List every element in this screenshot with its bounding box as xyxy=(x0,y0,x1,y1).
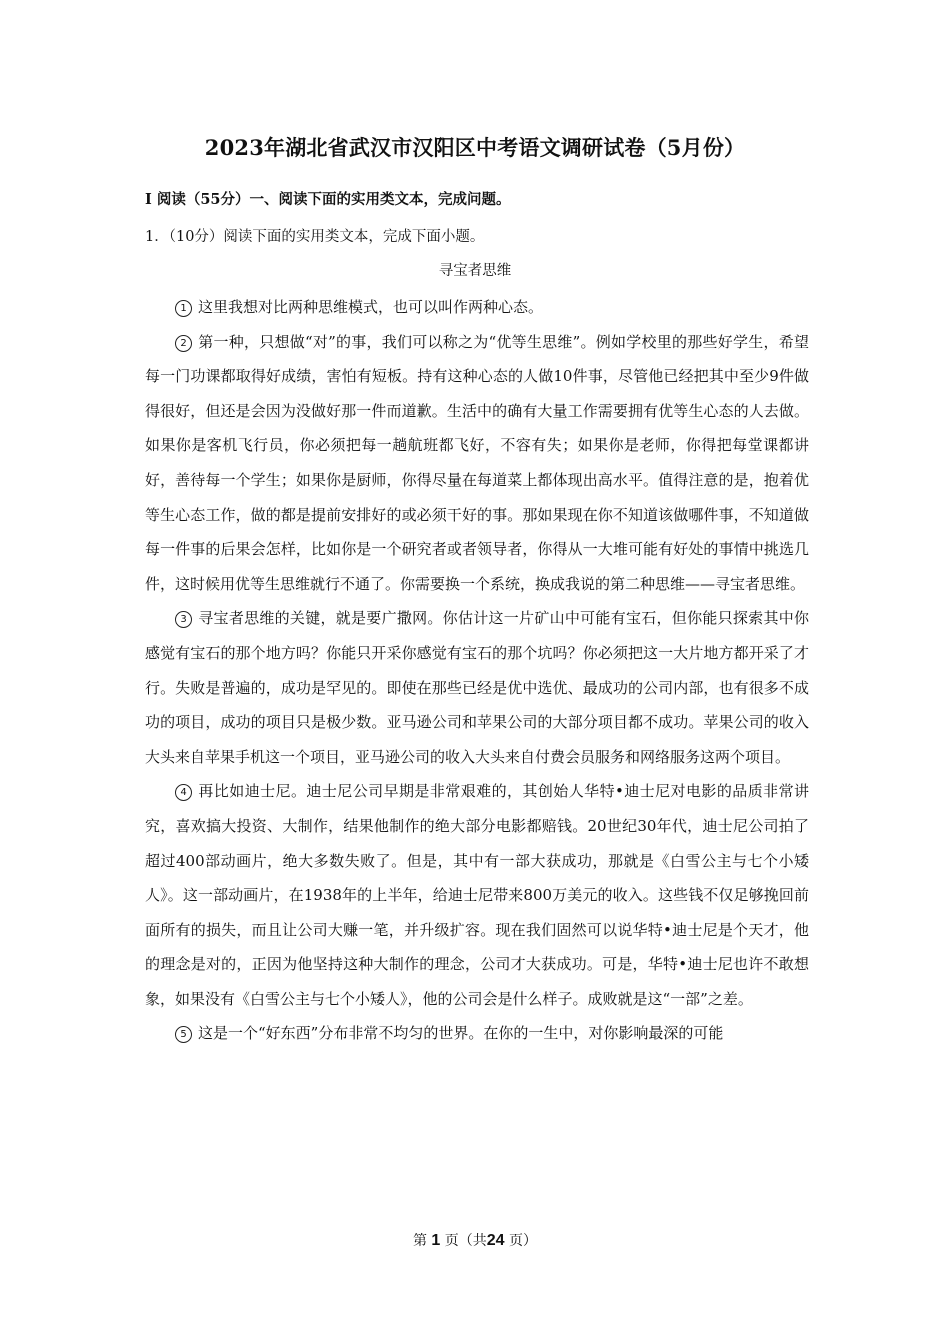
paragraph-number-badge: 1 xyxy=(175,300,192,317)
paragraph-1 xyxy=(145,290,809,325)
paragraph-5 xyxy=(145,1016,809,1051)
article-title: 寻宝者思维 xyxy=(438,263,512,279)
footer-middle: 页（共 xyxy=(444,1233,487,1249)
paragraph-text: 这是一个“好东西”分布非常不均匀的世界。在你的一生中，对你影响最深的可能 xyxy=(198,1024,724,1043)
paragraph-number-badge: 3 xyxy=(175,611,192,628)
paragraph-text: 再比如迪士尼。迪士尼公司早期是非常艰难的，其创始人华特•迪士尼对电影的品质非常讲究，喜欢搞大投资、大制作，结果他制作的绝大部分电影都赔钱。20世纪30年代，迪士尼公司拍了超过400部动画片，绝大多数失败了。但是，其中有一部大获成功，那就是《白雪公主与七个小矮人》。这一部动画片，在1938年的上半年，给迪士尼带来800万美元的收入。这些钱不仅足够挽回前面所有的损失，而且让公司大赚一笔，并升级扩容。现在我们固然可以说华特•迪士尼是个天才，他的理念是对的，正因为他坚持这种大制作的理念，公司才大获成功。可是，华特•迪士尼也许不敢想象，如果没有《白雪公主与七个小矮人》，他的公司会是什么样子。成败就是这“一部”之差。 xyxy=(145,782,809,1008)
paragraph-text: 这里我想对比两种思维模式，也可以叫作两种心态。 xyxy=(198,298,544,316)
footer-suffix: 页） xyxy=(509,1233,538,1249)
paragraph-4 xyxy=(145,774,809,1016)
paragraph-number-badge: 5 xyxy=(175,1026,192,1043)
article-body xyxy=(145,290,809,1051)
footer-prefix: 第 xyxy=(412,1233,427,1249)
section-heading: Ⅰ 阅读（55分）一、阅读下面的实用类文本，完成问题。 xyxy=(145,191,511,208)
page-title: 2023年湖北省武汉市汉阳区中考语文调研试卷（5月份） xyxy=(204,135,746,160)
paragraph-3 xyxy=(145,601,809,774)
paragraph-2 xyxy=(145,325,809,602)
paragraph-text: 寻宝者思维的关键，就是要广撒网。你估计这一片矿山中可能有宝石，但你能只探索其中你感觉有宝石的那个地方吗？你能只开采你感觉有宝石的那个坑吗？你必须把这一大片地方都开采了才行。失败是普遍的，成功是罕见的。即使在那些已经是优中选优、最成功的公司内部，也有很多不成功的项目，成功的项目只是极少数。亚马逊公司和苹果公司的大部分项目都不成功。苹果公司的收入大头来自苹果手机这一个项目，亚马逊公司的收入大头来自付费会员服务和网络服务这两个项目。 xyxy=(145,609,809,766)
paragraph-number-badge: 4 xyxy=(175,784,192,801)
page-footer xyxy=(0,1230,950,1250)
paragraph-number-badge: 2 xyxy=(175,335,192,352)
question-prompt: 1．（10分）阅读下面的实用类文本，完成下面小题。 xyxy=(145,229,485,245)
footer-page-number: 1 xyxy=(431,1232,441,1249)
paragraph-text: 第一种，只想做“对”的事，我们可以称之为“优等生思维”。例如学校里的那些好学生，希望每一门功课都取得好成绩，害怕有短板。持有这种心态的人做10件事，尽管他已经把其中至少9件做得很好，但还是会因为没做好那一件而道歉。生活中的确有大量工作需要拥有优等生心态的人去做。如果你是客机飞行员，你必须把每一趟航班都飞好，不容有失；如果你是老师，你得把每堂课都讲好，善待每一个学生；如果你是厨师，你得尽量在每道菜上都体现出高水平。值得注意的是，抱着优等生心态工作，做的都是提前安排好的或必须干好的事。那如果现在你不知道该做哪件事，不知道做每一件事的后果会怎样，比如你是一个研究者或者领导者，你得从一大堆可能有好处的事情中挑选几件，这时候用优等生思维就行不通了。你需要换一个系统，换成我说的第二种思维——寻宝者思维。 xyxy=(145,332,809,593)
footer-total-pages: 24 xyxy=(486,1232,505,1249)
